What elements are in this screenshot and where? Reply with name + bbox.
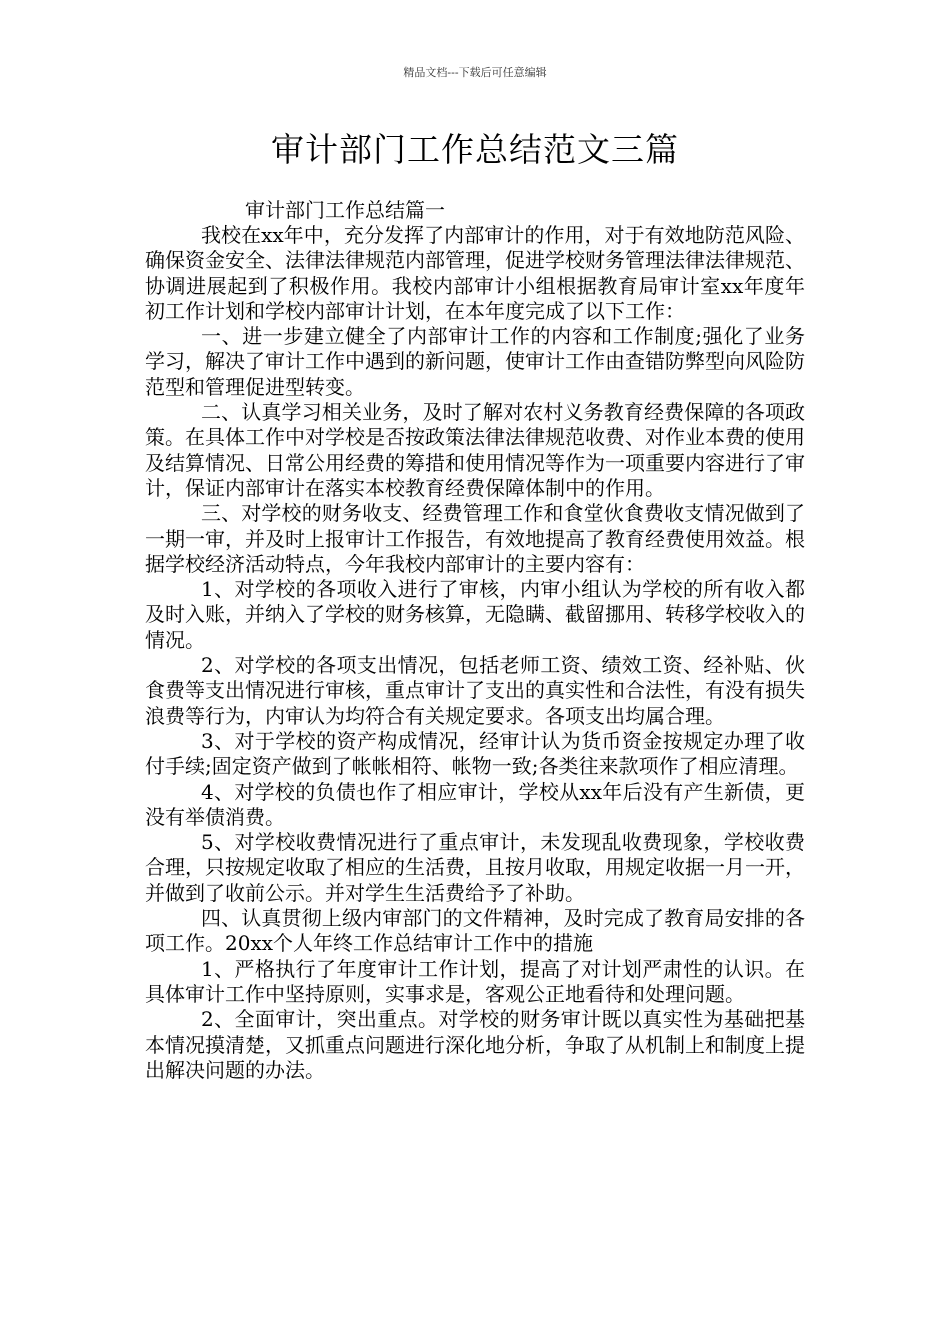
paragraph: 3、对于学校的资产构成情况，经审计认为货币资金按规定办理了收付手续;固定资产做到了帐帐相符、帐物一致;各类往来款项作了相应清理。 [145, 728, 805, 779]
document-body [145, 198, 805, 1083]
paragraph: 5、对学校收费情况进行了重点审计，未发现乱收费现象，学校收费合理，只按规定收取了相应的生活费，且按月收取，用规定收据一月一开，并做到了收前公示。并对学生生活费给予了补助。 [145, 830, 805, 905]
paragraph: 三、对学校的财务收支、经费管理工作和食堂伙食费收支情况做到了一期一审，并及时上报审计工作报告，有效地提高了教育经费使用效益。根据学校经济活动特点，今年我校内部审计的主要内容有： [145, 501, 805, 576]
paragraph: 我校在xx年中，充分发挥了内部审计的作用，对于有效地防范风险、确保资金安全、法律法律规范内部管理，促进学校财务管理法律法律规范、协调进展起到了积极作用。我校内部审计小组根据教育局审计室xx年度年初工作计划和学校内部审计计划，在本年度完成了以下工作： [145, 223, 805, 323]
paragraph: 2、对学校的各项支出情况，包括老师工资、绩效工资、经补贴、伙食费等支出情况进行审核，重点审计了支出的真实性和合法性，有没有损失浪费等行为，内审认为均符合有关规定要求。各项支出均属合理。 [145, 653, 805, 728]
paragraph: 一、进一步建立健全了内部审计工作的内容和工作制度;强化了业务学习，解决了审计工作中遇到的新问题，使审计工作由查错防弊型向风险防范型和管理促进型转变。 [145, 324, 805, 399]
paragraph: 四、认真贯彻上级内审部门的文件精神，及时完成了教育局安排的各项工作。20xx个人年终工作总结审计工作中的措施 [145, 906, 805, 956]
paragraph: 二、认真学习相关业务，及时了解对农村义务教育经费保障的各项政策。在具体工作中对学校是否按政策法律法律规范收费、对作业本费的使用及结算情况、日常公用经费的筹措和使用情况等作为一项重要内容进行了审计，保证内部审计在落实本校教育经费保障体制中的作用。 [145, 400, 805, 500]
section-title: 审计部门工作总结篇一 [245, 198, 445, 222]
paragraph: 2、全面审计，突出重点。对学校的财务审计既以真实性为基础把基本情况摸清楚，又抓重点问题进行深化地分析，争取了从机制上和制度上提出解决问题的办法。 [145, 1007, 805, 1082]
paragraph: 1、对学校的各项收入进行了审核，内审小组认为学校的所有收入都及时入账，并纳入了学校的财务核算，无隐瞒、截留挪用、转移学校收入的情况。 [145, 577, 805, 652]
paragraph: 4、对学校的负债也作了相应审计，学校从xx年后没有产生新债，更没有举债消费。 [145, 779, 805, 829]
page-header: 精品文档---下载后可任意编辑 [403, 66, 547, 79]
document-title: 审计部门工作总结范文三篇 [271, 130, 679, 169]
paragraph: 1、严格执行了年度审计工作计划，提高了对计划严肃性的认识。在具体审计工作中坚持原则，实事求是，客观公正地看待和处理问题。 [145, 956, 805, 1006]
